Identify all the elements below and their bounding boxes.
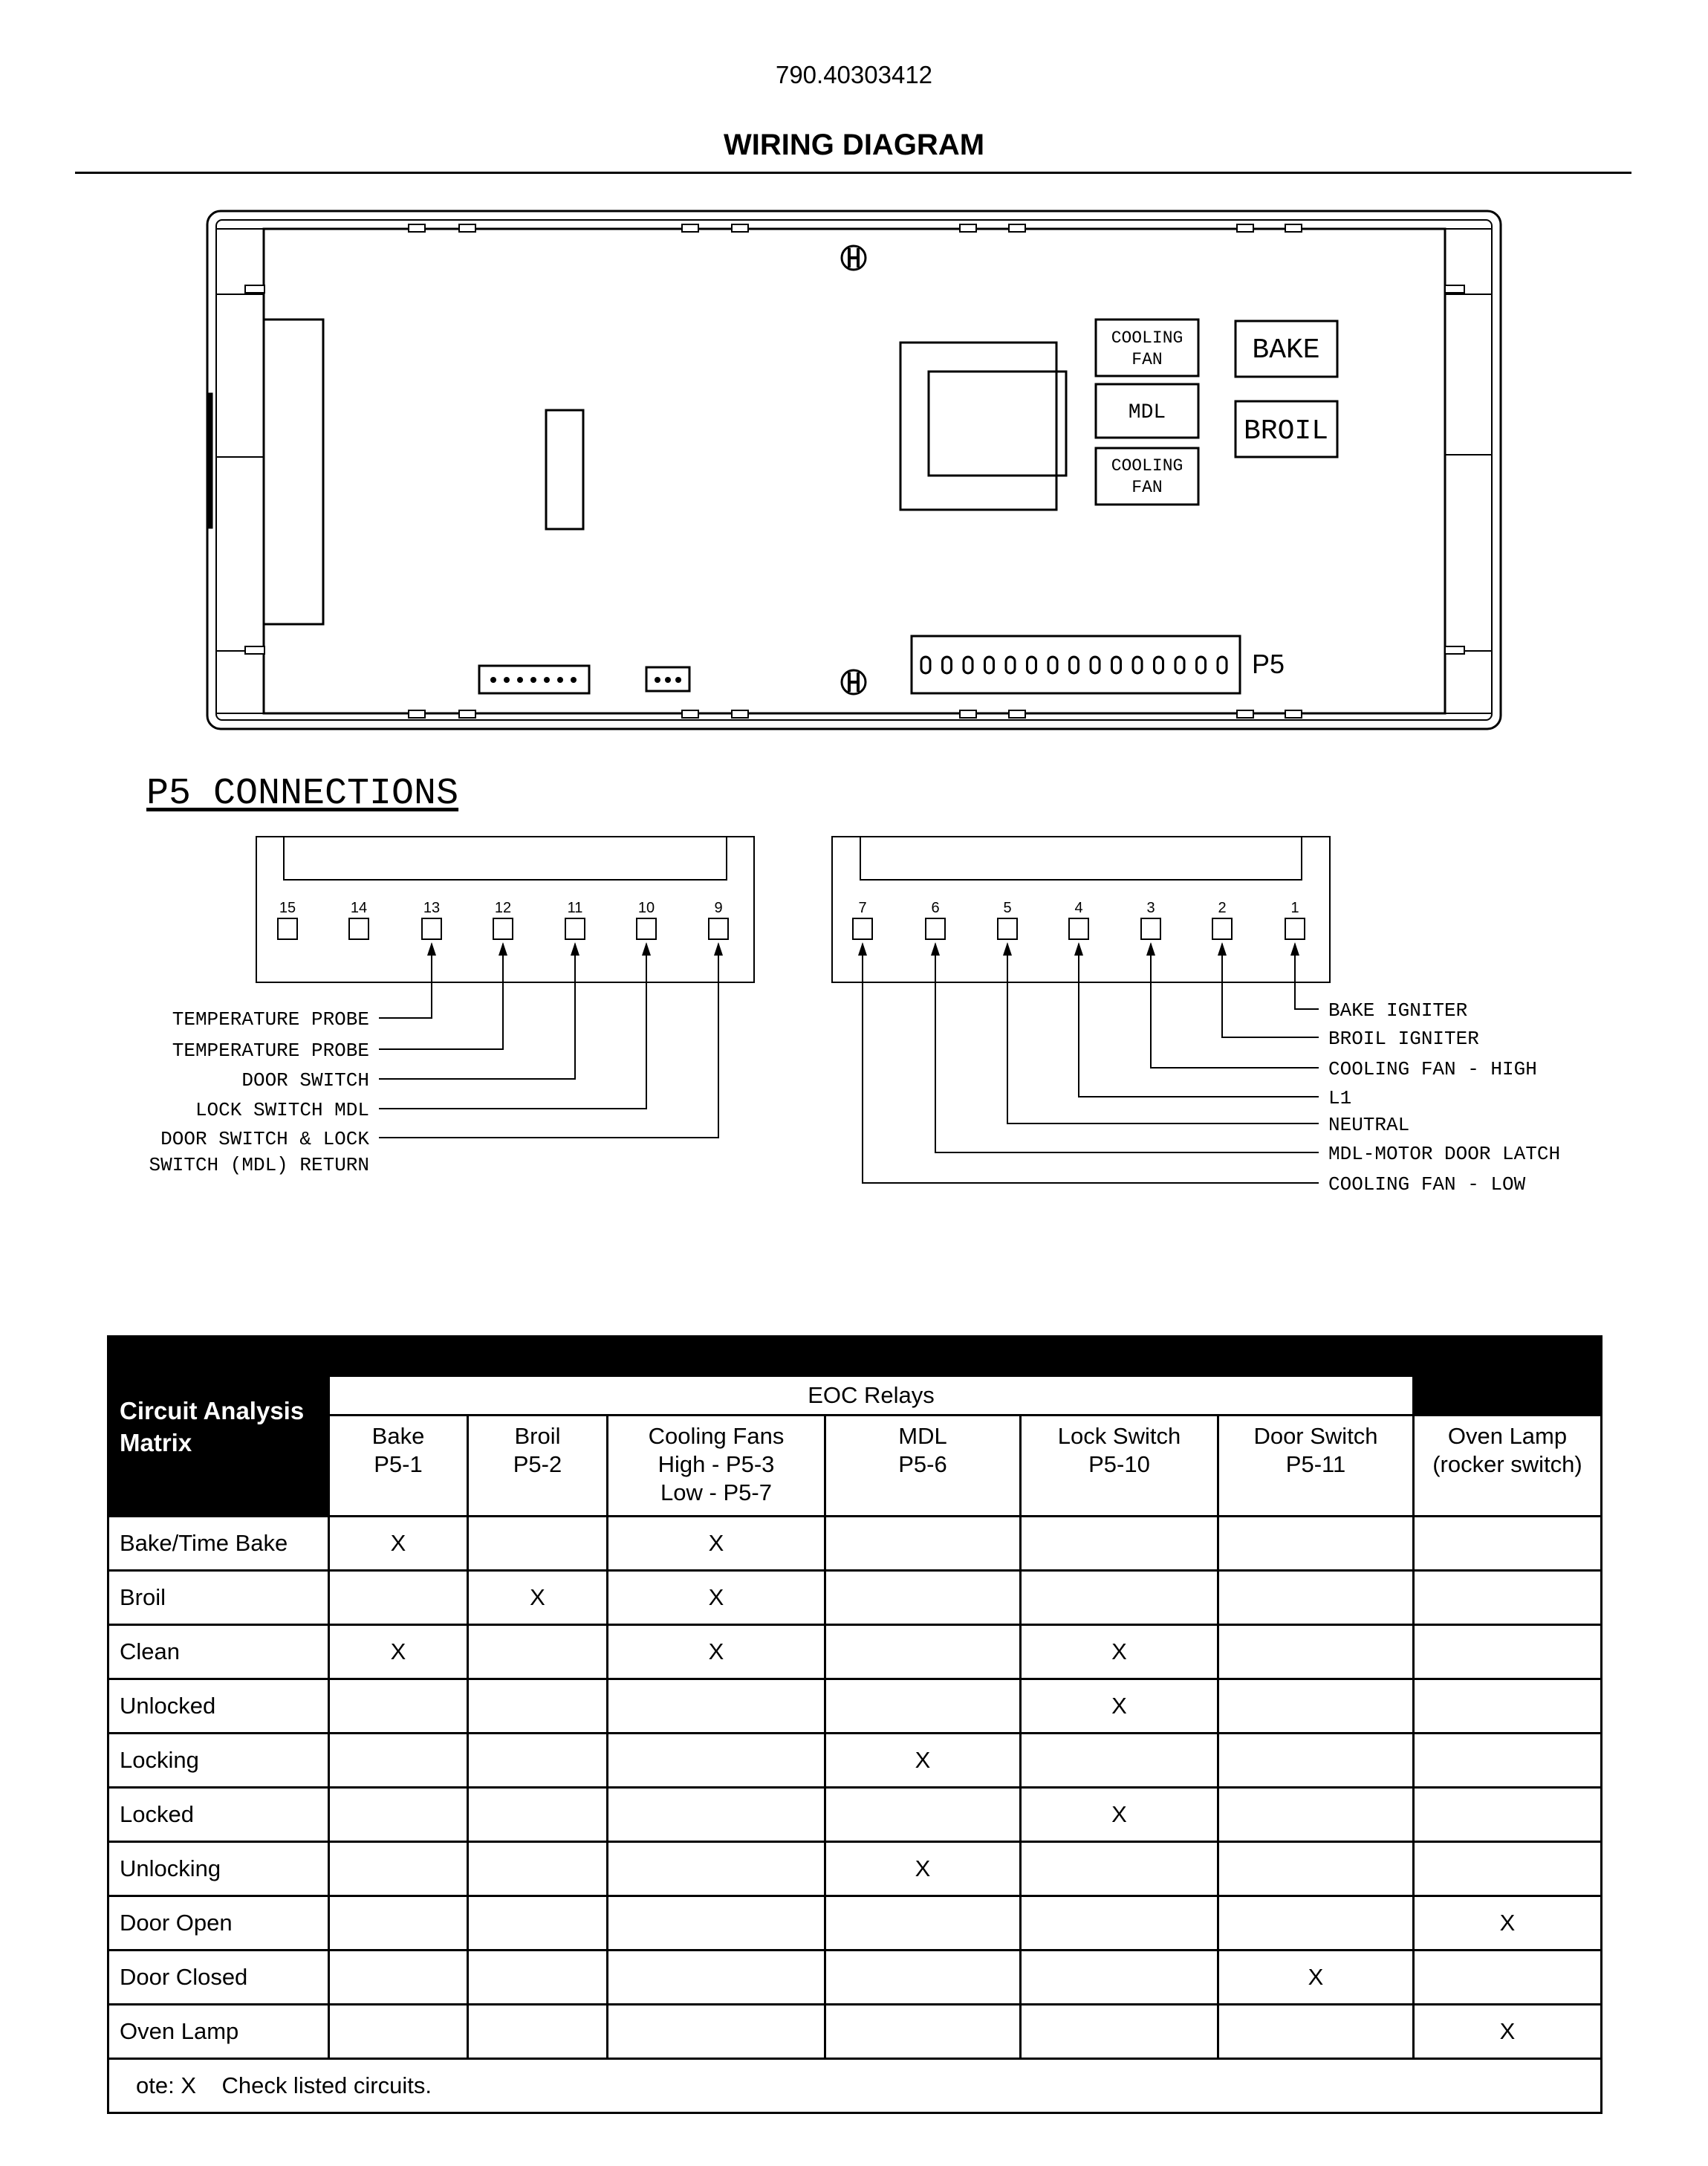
matrix-cell [825, 1517, 1021, 1571]
lead-label-pin-13: TEMPERATURE PROBE [172, 1008, 369, 1031]
matrix-cell [825, 1679, 1021, 1734]
matrix-cell [329, 1842, 468, 1896]
p5-label: P5 [1252, 649, 1285, 679]
matrix-row [108, 1625, 1602, 1679]
connector-pin-dot [517, 677, 523, 683]
matrix-cell [1414, 1679, 1602, 1734]
cooling-fan-top-label-2: FAN [1131, 350, 1163, 369]
lead-label-pin-9: DOOR SWITCH & LOCK [160, 1128, 369, 1150]
p5-board-pin [1197, 657, 1206, 673]
matrix-cell [1218, 1842, 1414, 1896]
lead-label-pin-10: LOCK SWITCH MDL [195, 1099, 369, 1121]
pin-terminal-7 [853, 918, 872, 939]
matrix-cell [1021, 1951, 1218, 2005]
matrix-cell [1414, 1517, 1602, 1571]
pin-number-15: 15 [279, 900, 296, 916]
connector-pin-dot [665, 677, 671, 683]
matrix-cell [608, 1896, 825, 1951]
matrix-cell [329, 1896, 468, 1951]
mdl-label: MDL [1128, 401, 1166, 424]
matrix-cell [608, 1679, 825, 1734]
connector-pin-dot [557, 677, 563, 683]
matrix-cell [468, 1951, 608, 2005]
matrix-cell: X [825, 1734, 1021, 1788]
matrix-cell [468, 1896, 608, 1951]
pin-number-2: 2 [1218, 900, 1227, 916]
matrix-row [108, 1842, 1602, 1896]
pin-terminal-14 [349, 918, 368, 939]
pin-number-3: 3 [1146, 900, 1155, 916]
p5-board-pin [1027, 657, 1036, 673]
lead-pin-13 [379, 944, 432, 1018]
lead-label-pin-7: COOLING FAN - LOW [1328, 1173, 1526, 1196]
p5-board-pin [1218, 657, 1227, 673]
matrix-cell: X [608, 1571, 825, 1625]
pin-terminal-12 [493, 918, 513, 939]
matrix-cell [1021, 1896, 1218, 1951]
connector-pin-dot [655, 677, 660, 683]
lead-pin-2 [1222, 944, 1319, 1037]
lead-arrow [499, 942, 507, 956]
matrix-cell [825, 1571, 1021, 1625]
matrix-cell [468, 1788, 608, 1842]
pin-terminal-15 [278, 918, 297, 939]
pin-number-7: 7 [858, 900, 867, 916]
p5-board-pin [1070, 657, 1079, 673]
p5-board-pin [1155, 657, 1163, 673]
p5-board-pin [921, 657, 930, 673]
document-number: 790.40303412 [775, 61, 933, 88]
lead-arrow [1003, 942, 1012, 956]
matrix-cell [1218, 1734, 1414, 1788]
row-label: Clean [108, 1625, 329, 1679]
pin-terminal-11 [565, 918, 585, 939]
lead-arrow [714, 942, 723, 956]
matrix-cell [1218, 1625, 1414, 1679]
board-inner-panel [264, 229, 1445, 713]
row-label: Unlocked [108, 1679, 329, 1734]
connector-pin-dot [490, 677, 496, 683]
pin-number-14: 14 [350, 900, 368, 916]
matrix-cell [329, 1679, 468, 1734]
matrix-cell [608, 1951, 825, 2005]
row-label: Door Closed [108, 1951, 329, 2005]
matrix-cell: X [1021, 1679, 1218, 1734]
column-header-6: Oven Lamp (rocker switch) [1414, 1416, 1602, 1517]
row-label: Door Open [108, 1896, 329, 1951]
matrix-cell [1414, 1625, 1602, 1679]
pin-terminal-6 [926, 918, 945, 939]
lead-pin-12 [379, 944, 503, 1049]
row-label: Oven Lamp [108, 2005, 329, 2059]
matrix-row [108, 1517, 1602, 1571]
p5-board-pin [964, 657, 972, 673]
matrix-cell [608, 1734, 825, 1788]
lead-arrow [571, 942, 579, 956]
lead-label-pin-3: COOLING FAN - HIGH [1328, 1058, 1537, 1080]
matrix-cell [1414, 1734, 1602, 1788]
matrix-cell: X [468, 1571, 608, 1625]
matrix-cell [329, 1734, 468, 1788]
matrix-cell [1218, 1679, 1414, 1734]
matrix-cell [329, 1788, 468, 1842]
lead-arrow [427, 942, 436, 956]
matrix-row [108, 1788, 1602, 1842]
pin-number-5: 5 [1003, 900, 1012, 916]
lead-label-pin-5: NEUTRAL [1328, 1114, 1410, 1136]
matrix-cell [329, 1571, 468, 1625]
column-header-0: Bake P5-1 [329, 1416, 468, 1517]
broil-label: BROIL [1243, 415, 1329, 447]
lead-arrow [642, 942, 651, 956]
eoc-relays-header: EOC Relays [329, 1376, 1414, 1416]
matrix-cell: X [1414, 2005, 1602, 2059]
matrix-row [108, 1679, 1602, 1734]
cooling-fan-bottom-label-2: FAN [1131, 478, 1163, 497]
p5-board-pin [1133, 657, 1142, 673]
matrix-cell: X [1021, 1625, 1218, 1679]
matrix-row [108, 1734, 1602, 1788]
matrix-row [108, 1896, 1602, 1951]
p5-board-pin [985, 657, 994, 673]
matrix-cell [468, 1734, 608, 1788]
matrix-cell [1218, 1788, 1414, 1842]
matrix-cell: X [329, 1517, 468, 1571]
lead-arrow [931, 942, 940, 956]
lead-label-pin-11: DOOR SWITCH [241, 1069, 369, 1092]
matrix-cell: X [825, 1842, 1021, 1896]
matrix-cell: X [608, 1517, 825, 1571]
connector-pin-dot [530, 677, 536, 683]
p5-connector [912, 636, 1240, 693]
matrix-cell [329, 2005, 468, 2059]
row-label: Locking [108, 1734, 329, 1788]
pin-number-4: 4 [1074, 900, 1083, 916]
row-label: Locked [108, 1788, 329, 1842]
matrix-note: ote: X Check listed circuits. [108, 2059, 1602, 2113]
matrix-cell: X [608, 1625, 825, 1679]
matrix-row [108, 1571, 1602, 1625]
matrix-cell: X [329, 1625, 468, 1679]
lead-label-pin-2: BROIL IGNITER [1328, 1028, 1479, 1050]
matrix-cell [1021, 1842, 1218, 1896]
pin-terminal-1 [1285, 918, 1305, 939]
lead-label-pin-12: TEMPERATURE PROBE [172, 1040, 369, 1062]
pin-terminal-5 [998, 918, 1017, 939]
lead-pin-6 [935, 944, 1319, 1152]
p5-connections-heading: P5 CONNECTIONS [146, 773, 459, 815]
p5-board-pin [1091, 657, 1100, 673]
matrix-cell: X [1218, 1951, 1414, 2005]
lead-arrow [1218, 942, 1227, 956]
connector-pin-dot [544, 677, 550, 683]
lead-arrow [858, 942, 867, 956]
lead-pin-10 [379, 944, 646, 1109]
lead-pin-4 [1079, 944, 1319, 1097]
matrix-cell [468, 2005, 608, 2059]
page-title: WIRING DIAGRAM [723, 129, 985, 161]
connector-pin-dot [504, 677, 510, 683]
lead-arrow [1074, 942, 1083, 956]
matrix-cell [1218, 1517, 1414, 1571]
matrix-cell [468, 1842, 608, 1896]
matrix-top-band [329, 1337, 1414, 1376]
row-label: Unlocking [108, 1842, 329, 1896]
matrix-top-band-right [1414, 1337, 1602, 1416]
matrix-cell [1414, 1951, 1602, 2005]
lead-pin-11 [379, 944, 575, 1079]
lead-pin-3 [1151, 944, 1319, 1068]
p5-board-pin [1006, 657, 1015, 673]
lead-pin-7 [863, 944, 1319, 1183]
matrix-cell [468, 1625, 608, 1679]
matrix-cell [1218, 1896, 1414, 1951]
matrix-cell [1021, 1734, 1218, 1788]
pin-terminal-9 [709, 918, 728, 939]
matrix-row [108, 1951, 1602, 2005]
lead-label-pin-9-line2: SWITCH (MDL) RETURN [149, 1154, 369, 1176]
cooling-fan-top-label-1: COOLING [1111, 328, 1183, 348]
matrix-cell [608, 1788, 825, 1842]
p5-board-pin [1048, 657, 1057, 673]
lead-label-pin-4: L1 [1328, 1087, 1352, 1109]
matrix-corner-title: Circuit Analysis Matrix [108, 1337, 329, 1517]
pin-terminal-2 [1212, 918, 1232, 939]
pin-number-6: 6 [931, 900, 940, 916]
cooling-fan-bottom-label-1: COOLING [1111, 456, 1183, 476]
row-label: Broil [108, 1571, 329, 1625]
column-header-3: MDL P5-6 [825, 1416, 1021, 1517]
bake-label: BAKE [1252, 334, 1320, 366]
column-header-4: Lock Switch P5-10 [1021, 1416, 1218, 1517]
lead-label-pin-1: BAKE IGNITER [1328, 999, 1468, 1022]
matrix-cell [1021, 2005, 1218, 2059]
pin-terminal-3 [1141, 918, 1160, 939]
matrix-cell [468, 1679, 608, 1734]
pin-number-13: 13 [423, 900, 441, 916]
matrix-cell [1218, 2005, 1414, 2059]
column-header-1: Broil P5-2 [468, 1416, 608, 1517]
matrix-cell [329, 1951, 468, 2005]
p5-board-pin [1175, 657, 1184, 673]
lead-arrow [1146, 942, 1155, 956]
matrix-cell [825, 1625, 1021, 1679]
matrix-cell [608, 1842, 825, 1896]
column-header-5: Door Switch P5-11 [1218, 1416, 1414, 1517]
pin-terminal-4 [1069, 918, 1088, 939]
matrix-cell: X [1021, 1788, 1218, 1842]
matrix-cell [1414, 1571, 1602, 1625]
pin-terminal-13 [422, 918, 441, 939]
pin-number-1: 1 [1290, 900, 1299, 916]
matrix-row [108, 2005, 1602, 2059]
p5-board-pin [943, 657, 952, 673]
matrix-cell [1021, 1517, 1218, 1571]
board-housing [207, 211, 1501, 729]
matrix-cell [1021, 1571, 1218, 1625]
pin-number-9: 9 [714, 900, 723, 916]
matrix-cell [825, 1788, 1021, 1842]
matrix-cell [1414, 1842, 1602, 1896]
pin-number-10: 10 [637, 900, 655, 916]
lead-arrow [1290, 942, 1299, 956]
pin-number-12: 12 [494, 900, 512, 916]
pin-terminal-10 [637, 918, 656, 939]
p5-board-pin [1112, 657, 1121, 673]
matrix-cell: X [1414, 1896, 1602, 1951]
matrix-cell [825, 2005, 1021, 2059]
matrix-cell [1414, 1788, 1602, 1842]
matrix-cell [468, 1517, 608, 1571]
matrix-cell [825, 1896, 1021, 1951]
pin-number-11: 11 [567, 900, 583, 916]
matrix-cell [608, 2005, 825, 2059]
connector-pin-dot [675, 677, 681, 683]
matrix-cell [825, 1951, 1021, 2005]
lead-label-pin-6: MDL-MOTOR DOOR LATCH [1328, 1143, 1561, 1165]
row-label: Bake/Time Bake [108, 1517, 329, 1571]
circuit-analysis-matrix [107, 1335, 1603, 2114]
connector-pin-dot [571, 677, 577, 683]
matrix-cell [1218, 1571, 1414, 1625]
column-header-2: Cooling Fans High - P5-3 Low - P5-7 [608, 1416, 825, 1517]
